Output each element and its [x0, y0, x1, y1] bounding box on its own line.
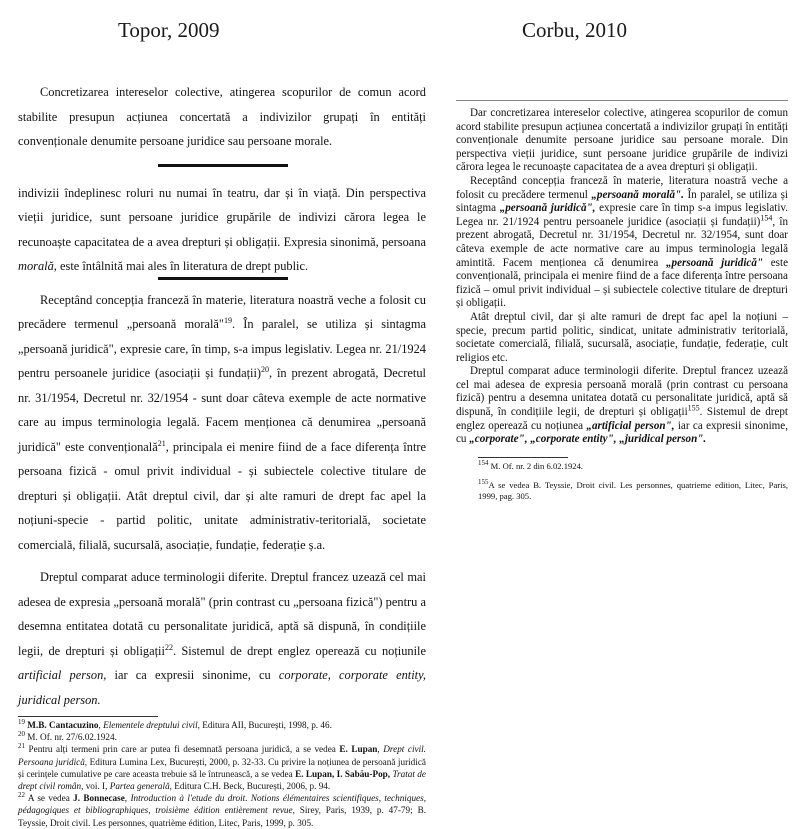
column-title-left: Topor, 2009	[118, 18, 220, 42]
text-run: , principala ei menire fiind de a face diferența între persoana fizică - omul privit individual - și subiectele colective titulare de drepturi și obligații. Atât dreptul civil, dar și alte ramuri de drept fac apel la noțiuni-specie - partid politic, unitate administrativ-teritorială, societate comercială, filială, sucursală, asociație, fundație, federație ș.a.	[18, 439, 427, 552]
right-paragraph-1: Dar concretizarea intereselor colective, atingerea scopurilor de comun acord stabilite presupun acțiunea concertată a indivizilor grupați în entități convenționale denumite persoane juridice sau persoane morale. Din perspectiva vieții juridice, sunt persoane juridice grupările de indivizi cărora legea le recunoaște capacitatea de a avea drepturi și obligații.	[456, 107, 788, 174]
column-title-right: Corbu, 2010	[522, 18, 627, 42]
text-run: ,	[124, 793, 131, 804]
text-run: expresie care în timp s-a impus legislativ. Legea nr. 21/1924 pentru persoanele juridice (asociații și fundații)	[456, 202, 789, 228]
text-run: . În paralel, se utiliza și sintagma „persoană juridică", expresie care, în timp, s-a impus legislativ. Legea nr. 21/1924 pentru persoanele juridice (asociații și fundații)	[18, 317, 427, 380]
italic-term: artificial person,	[18, 668, 107, 682]
text-run: Pentru alți termeni prin care ar putea fi desemnată persoana juridică, a se vedea	[25, 744, 340, 755]
italic-term: „corporate", „corporate entity", „juridical person".	[469, 433, 707, 446]
left-text-panel	[18, 80, 426, 829]
left-paragraph-3	[18, 288, 426, 558]
text-run: A se vedea B. Teyssie, Droit civil. Les personnes, quatrieme edition, Litec, Paris, 1999, pag. 305.	[478, 479, 788, 501]
author-name: E. Lupan	[339, 744, 378, 755]
text-run: , în prezent abrogată, Decretul nr. 31/1954, Decretul nr. 32/1954 - sunt doar câteva exemple de acte normative care au impus terminologia legală. Facem menționea că denumirea „persoană juridică" este convențională	[18, 366, 426, 454]
highlight-underline	[158, 164, 288, 167]
footnote-ref[interactable]: 154	[760, 213, 773, 223]
footnote-separator	[18, 716, 158, 717]
text-run: A se vedea	[25, 793, 74, 804]
text-run: , în prezent abrogată, Decretul nr. 31/1954, Decretul nr. 32/1954, sunt doar câteva exemple de acte normative care au impus terminologia legală amintită. Facem menționea că denumirea	[456, 215, 788, 269]
italic-term: morală,	[18, 259, 57, 273]
footnote-number: 19	[18, 717, 25, 726]
footnote-number: 21	[18, 742, 25, 751]
text-run: Dreptul comparat aduce terminologii diferite. Dreptul francez uzează cel mai adesea de expresia persoană morală (prin contrast cu persoana fizică) pentru a desemna unitatea dotată cu personalitate juridică, aptă să dispună, în condițiile legii, de drepturi și obligații	[456, 365, 788, 419]
text-run: Editura AII, București, 1998, p. 46.	[199, 720, 332, 730]
book-title: Partea generală,	[109, 781, 172, 792]
footnote-number: 20	[18, 730, 25, 739]
footnote-20	[18, 731, 426, 743]
footnote-ref[interactable]: 20	[261, 364, 270, 374]
footnote-separator	[478, 457, 568, 458]
footnote-ref[interactable]: 155	[687, 403, 700, 413]
book-title: Tratat de drept civil român,	[18, 768, 426, 792]
italic-term: „persoană juridică",	[499, 202, 596, 215]
italic-term: corporate, corporate entity, juridical person.	[18, 668, 427, 707]
text-run: voi. I,	[83, 781, 110, 792]
left-paragraph-4	[18, 565, 426, 712]
left-paragraph-2	[18, 181, 426, 279]
text-run: . Sistemul de drept englez operează cu noțiunile	[172, 643, 426, 658]
footnote-number: 22	[18, 791, 25, 800]
footnote-ref[interactable]: 19	[223, 315, 232, 325]
text-run: indivizii îndeplinesc roluri nu numai în teatru, dar și în viață. Din perspectiva vieții juridice, sunt persoane juridice grupările de indivizi cărora legea le recunoaște capacitatea de a avea drepturi și obligații. Expresia sinonimă, persoana	[18, 185, 426, 249]
text-run: ,	[98, 720, 104, 730]
text-run: Editura C.H. Beck, București, 2006, p. 94.	[171, 781, 331, 792]
italic-term: „artificial person",	[586, 419, 675, 432]
text-run: În paralel, se utiliza și sintagma	[456, 188, 788, 215]
text-run: este convențională, principala ei menire fiind de a face diferența între persoana fizică – omul privit individual – și subiectele colective titulare de drepturi și obligații.	[456, 256, 788, 310]
right-text-panel	[456, 100, 788, 502]
right-paragraph-4	[456, 365, 788, 447]
footnote-154	[478, 458, 788, 472]
footnote-21	[18, 743, 426, 792]
right-paragraph-2	[456, 175, 788, 311]
footnote-ref[interactable]: 21	[157, 438, 166, 448]
author-name: J. Bonnecase	[73, 793, 125, 804]
italic-term: „persoană juridică"	[666, 256, 764, 269]
text-run: Sirey, Paris, 1939, p. 47-79; B. Teyssie, Droit civil. Les personnes, quatrième édition, Litec, Paris, 1999, p. 305.	[18, 805, 426, 828]
footnote-number: 154	[478, 458, 489, 467]
text-run: Dreptul comparat aduce terminologii diferite. Dreptul francez uzează cel mai adesea de expresia „persoană morală" (prin contrast cu „persoana fizică") pentru a desemna entitatea dotată cu personalitate juridică, aptă să dispună, în condițiile legii, de drepturi și obligații	[18, 570, 426, 658]
right-paragraph-3: Atât dreptul civil, dar și alte ramuri de drept fac apel la noțiuni – specie, precum partid politic, sindicat, unitate administrativ teritorială, societate comercială, filială, sucursală, asociație, fundație, federație, cult religios etc.	[456, 310, 788, 364]
book-title: Elementele dreptului civil,	[103, 720, 200, 730]
text-run: . Sistemul de drept englez operează cu noțiunea	[456, 406, 788, 432]
text-run: M. Of. nr. 2 din 6.02.1924.	[488, 460, 584, 471]
text-run: Receptând concepția franceză în materie, literatura noastră veche a folosit cu precădere termenul „persoană morală"	[18, 292, 426, 331]
italic-term: „persoană morală".	[591, 188, 684, 201]
footnote-155	[478, 477, 788, 502]
footnote-19	[18, 719, 426, 731]
text-run: ,	[377, 744, 384, 755]
text-run: Editura Lumina Lex, București, 2000, p. 32-33. Cu privire la noțiunea de persoană juridică și cerințele cumulative pe care aceasta trebuie să le întrunească, a se vedea	[18, 756, 426, 779]
author-name: E. Lupan, I. Sabău-Pop,	[295, 768, 391, 779]
text-run: iar ca expresii sinonime, cu	[106, 668, 279, 682]
text-run: Receptând concepția franceză în materie, literatura noastră veche a folosit cu precădere termenul	[456, 174, 788, 201]
text-run: iar ca expresii sinonime, cu	[456, 419, 788, 446]
book-title: Drept civil. Persoana juridică,	[18, 744, 426, 767]
footnote-ref[interactable]: 22	[164, 642, 173, 652]
left-paragraph-1: Concretizarea intereselor colective, atingerea scopurilor de comun acord stabilite presupun acțiunea concertată a indivizilor grupați în entități convenționale denumite persoane juridice sau persoane morale.	[18, 85, 426, 148]
book-title: Introduction à l'etude du droit. Notions élémentaires scientifiques, techniques, pédagogiques et bibliographiques, troisième édition entièrement revue,	[18, 793, 427, 816]
text-run: este întâlnită mai ales în literatura de drept public.	[56, 259, 309, 273]
footnote-number: 155	[478, 477, 489, 486]
author-name: M.B. Cantacuzino	[27, 720, 99, 730]
footnote-22	[18, 792, 426, 829]
text-run: M. Of. nr. 27/6.02.1924.	[25, 732, 117, 743]
